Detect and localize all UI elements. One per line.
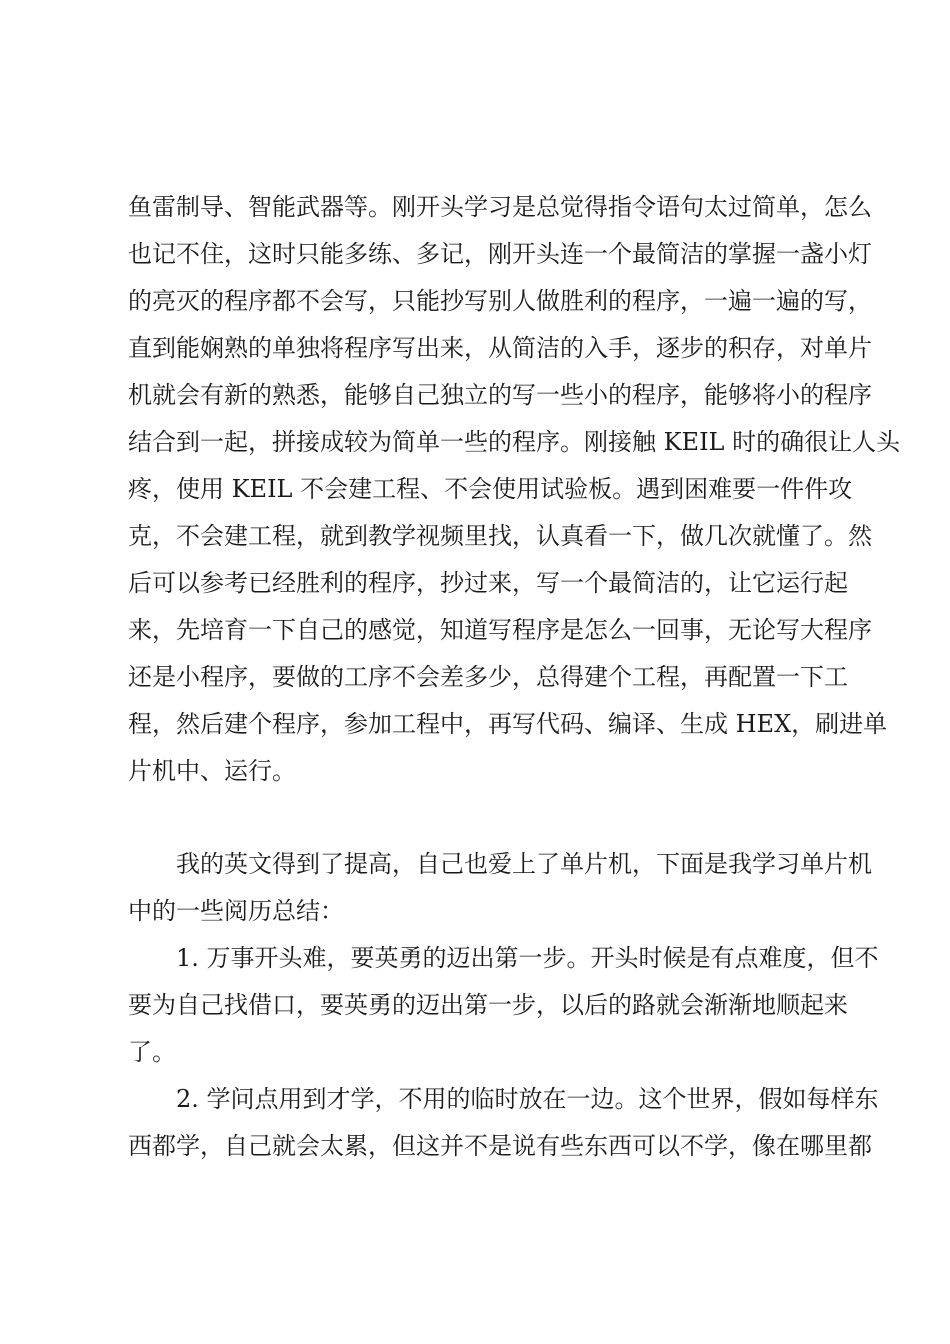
text-line: 克，不会建工程，就到教学视频里找，认真看一下，做几次就懂了。然	[128, 522, 872, 550]
text-line: 西都学，自己就会太累，但这并不是说有些东西可以不学，像在哪里都	[128, 1132, 872, 1160]
text-line: 中的一些阅历总结：	[128, 897, 344, 925]
text-line: 2. 学问点用到才学，不用的临时放在一边。这个世界，假如每样东	[176, 1085, 879, 1113]
text-line: 直到能娴熟的单独将程序写出来，从简洁的入手，逐步的积存，对单片	[128, 334, 872, 362]
text-line: 要为自己找借口，要英勇的迈出第一步，以后的路就会渐渐地顺起来	[128, 991, 848, 1019]
text-line: 的亮灭的程序都不会写，只能抄写别人做胜利的程序，一遍一遍的写，	[128, 287, 872, 315]
paragraph-1	[128, 184, 901, 795]
text-line: 我的英文得到了提高，自己也爱上了单片机，下面是我学习单片机	[176, 850, 872, 878]
text-line: 程，然后建个程序，参加工程中，再写代码、编译、生成 HEX，刷进单	[128, 710, 888, 738]
paragraph-list-item-1	[128, 935, 879, 1076]
paragraph-list-item-2	[128, 1076, 879, 1170]
text-line: 后可以参考已经胜利的程序，抄过来，写一个最简洁的，让它运行起	[128, 569, 848, 597]
text-line: 也记不住，这时只能多练、多记，刚开头连一个最简洁的掌握一盏小灯	[128, 240, 872, 268]
text-line: 结合到一起，拼接成较为简单一些的程序。刚接触 KEIL 时的确很让人头	[128, 428, 901, 456]
text-line: 疼，使用 KEIL 不会建工程、不会使用试验板。遇到困难要一件件攻	[128, 475, 853, 503]
text-line: 机就会有新的熟悉，能够自己独立的写一些小的程序，能够将小的程序	[128, 381, 872, 409]
paragraph-2	[128, 841, 872, 935]
text-line: 还是小程序，要做的工序不会差多少，总得建个工程，再配置一下工	[128, 663, 848, 691]
text-line: 了。	[128, 1038, 176, 1066]
text-line: 来，先培育一下自己的感觉，知道写程序是怎么一回事，无论写大程序	[128, 616, 872, 644]
text-line: 1. 万事开头难，要英勇的迈出第一步。开头时候是有点难度，但不	[176, 944, 879, 972]
text-line: 片机中、运行。	[128, 757, 296, 785]
text-line: 鱼雷制导、智能武器等。刚开头学习是总觉得指令语句太过简单，怎么	[128, 193, 872, 221]
